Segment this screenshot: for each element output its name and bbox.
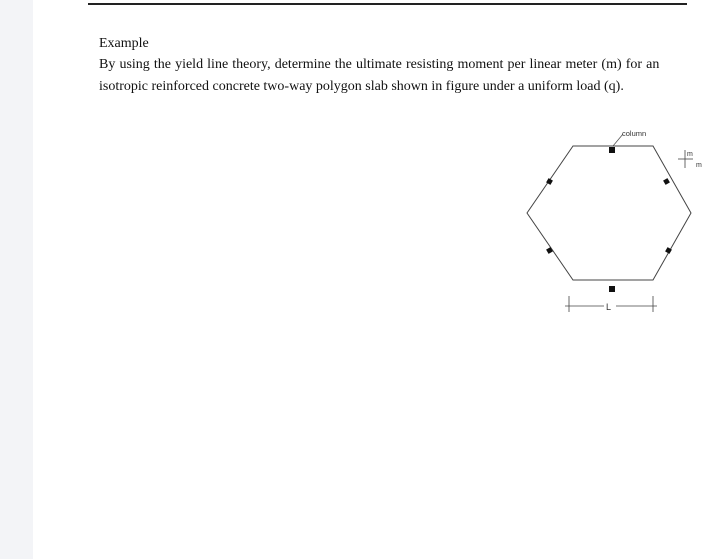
column-bottom <box>609 286 615 292</box>
moment-label-top: m <box>687 151 693 158</box>
document-page <box>33 0 720 559</box>
hexagon-slab-outline <box>527 146 691 280</box>
moment-label-bottom: m <box>696 162 702 169</box>
column-upper-right <box>663 178 670 185</box>
example-heading: Example <box>99 36 149 51</box>
problem-text-line-1: By using the yield line theory, determine the ultimate resisting moment per linear meter (m) for an <box>99 57 660 72</box>
top-rule <box>88 3 687 5</box>
hexagon-slab-figure <box>513 120 713 330</box>
problem-text-line-2: isotropic reinforced concrete two-way polygon slab shown in figure under a uniform load (q). <box>99 79 624 94</box>
dimension-label: L <box>606 302 612 312</box>
column-top <box>609 147 615 153</box>
column-lower-left <box>546 247 553 254</box>
column-label: column <box>622 129 647 138</box>
